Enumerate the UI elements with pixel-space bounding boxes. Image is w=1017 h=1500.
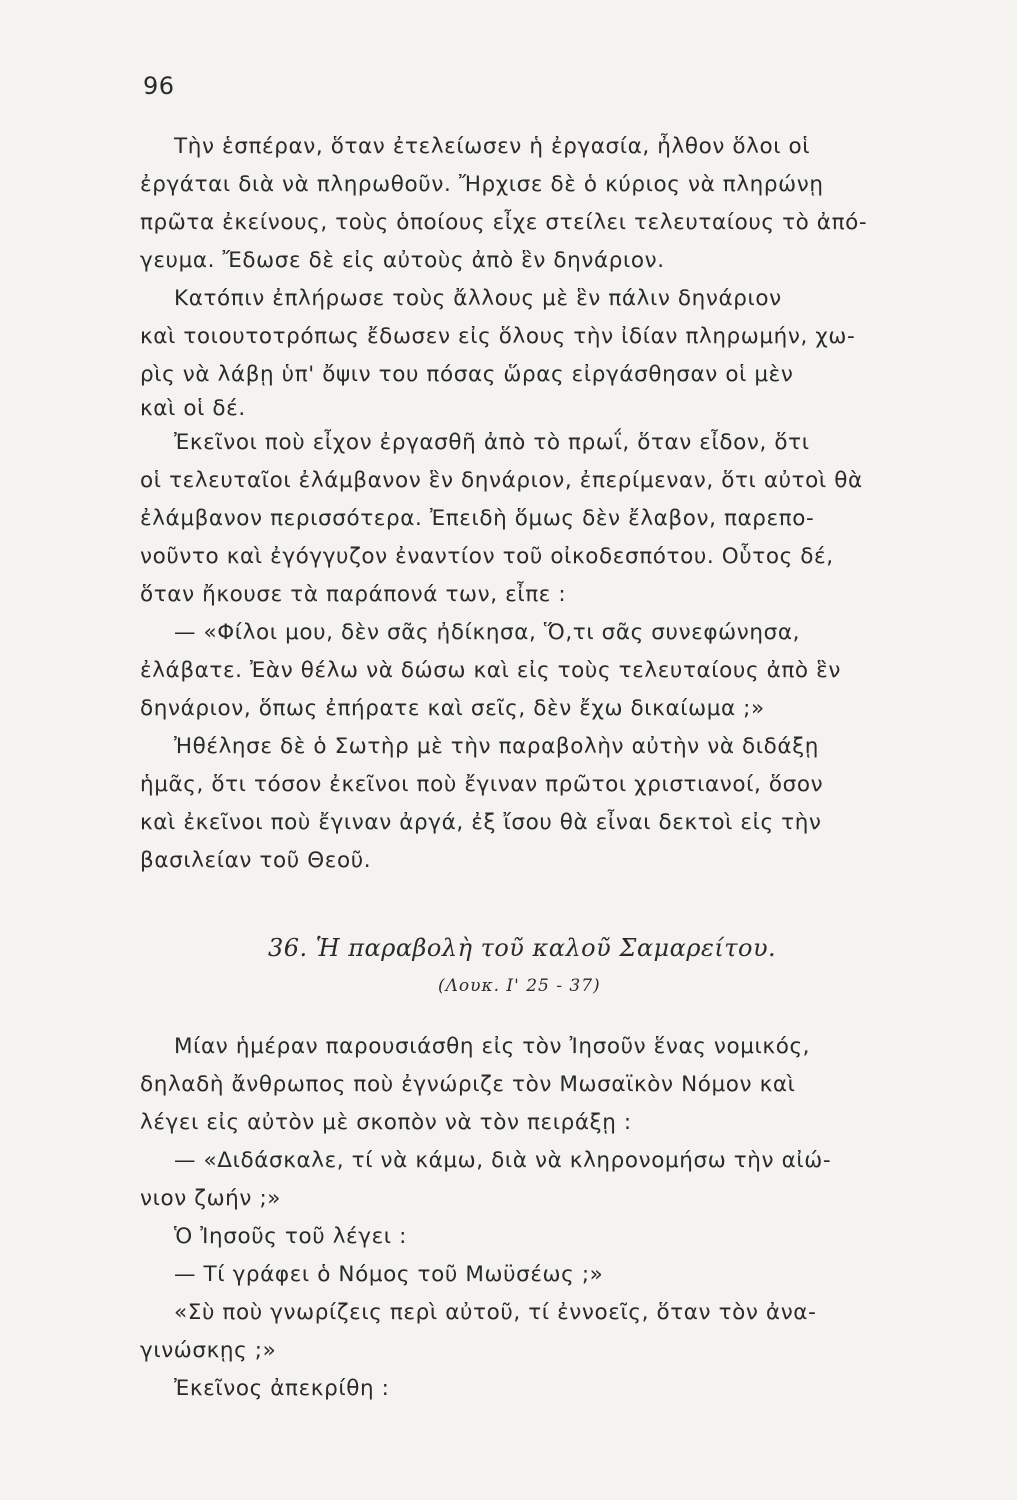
text-line: Ὁ Ἰησοῦς τοῦ λέγει :: [174, 1224, 407, 1249]
text-line: ἡμᾶς, ὅτι τόσον ἐκεῖνοι ποὺ ἔγιναν πρῶτοι χριστιανοί, ὅσον: [140, 772, 824, 797]
section-reference: (Λουκ. Ι' 25 - 37): [438, 976, 601, 996]
text-line: — «Διδάσκαλε, τί νὰ κάμω, διὰ νὰ κληρονομήσω τὴν αἰώ-: [174, 1148, 832, 1173]
text-line: γευμα. Ἔδωσε δὲ εἰς αὐτοὺς ἀπὸ ἓν δηνάριον.: [140, 248, 665, 273]
text-line: δηλαδὴ ἄνθρωπος ποὺ ἐγνώριζε τὸν Μωσαϊκὸν Νόμον καὶ: [140, 1072, 796, 1097]
text-line: Κατόπιν ἐπλήρωσε τοὺς ἄλλους μὲ ἓν πάλιν δηνάριον: [174, 286, 782, 311]
text-line: καὶ τοιουτοτρόπως ἔδωσεν εἰς ὅλους τὴν ἰδίαν πληρωμήν, χω-: [140, 324, 856, 349]
text-line: καὶ ἐκεῖνοι ποὺ ἔγιναν ἀργά, ἐξ ἴσου θὰ εἶναι δεκτοὶ εἰς τὴν: [140, 810, 822, 835]
text-line: λέγει εἰς αὐτὸν μὲ σκοπὸν νὰ τὸν πειράξῃ :: [140, 1110, 632, 1135]
text-line: Ἠθέλησε δὲ ὁ Σωτὴρ μὲ τὴν παραβολὴν αὐτὴν νὰ διδάξῃ: [174, 734, 820, 759]
text-line: οἱ τελευταῖοι ἐλάμβανον ἓν δηνάριον, ἐπερίμεναν, ὅτι αὐτοὶ θὰ: [140, 468, 863, 493]
text-line: ὅταν ἤκουσε τὰ παράπονά των, εἶπε :: [140, 582, 567, 607]
text-line: δηνάριον, ὅπως ἐπήρατε καὶ σεῖς, δὲν ἔχω δικαίωμα ;»: [140, 696, 765, 721]
text-line: Ἐκεῖνοι ποὺ εἶχον ἐργασθῆ ἀπὸ τὸ πρωΐ, ὅταν εἶδον, ὅτι: [174, 430, 810, 455]
section-heading: 36. Ἡ παραβολὴ τοῦ καλοῦ Σαμαρείτου.: [268, 934, 777, 962]
text-line: — «Φίλοι μου, δὲν σᾶς ἠδίκησα, Ὅ,τι σᾶς συνεφώνησα,: [174, 620, 801, 645]
text-line: ἐλάβατε. Ἐὰν θέλω νὰ δώσω καὶ εἰς τοὺς τελευταίους ἀπὸ ἓν: [140, 658, 841, 683]
text-line: Τὴν ἑσπέραν, ὅταν ἐτελείωσεν ἡ ἐργασία, ἦλθον ὅλοι οἱ: [174, 134, 811, 159]
text-line: «Σὺ ποὺ γνωρίζεις περὶ αὐτοῦ, τί ἐννοεῖς, ὅταν τὸν ἀνα-: [174, 1300, 817, 1325]
text-line: Μίαν ἡμέραν παρουσιάσθη εἰς τὸν Ἰησοῦν ἕνας νομικός,: [174, 1034, 811, 1059]
text-line: πρῶτα ἐκείνους, τοὺς ὁποίους εἶχε στείλει τελευταίους τὸ ἀπό-: [140, 210, 868, 235]
text-line: νοῦντο καὶ ἐγόγγυζον ἐναντίον τοῦ οἰκοδεσπότου. Οὗτος δέ,: [140, 544, 834, 569]
text-line: ἐργάται διὰ νὰ πληρωθοῦν. Ἤρχισε δὲ ὁ κύριος νὰ πληρώνῃ: [140, 172, 824, 197]
text-line: — Τί γράφει ὁ Νόμος τοῦ Μωϋσέως ;»: [174, 1262, 604, 1287]
text-line: ρὶς νὰ λάβῃ ὑπ' ὄψιν του πόσας ὥρας εἰργάσθησαν οἱ μὲν: [140, 362, 794, 387]
page-number: 96: [143, 72, 175, 100]
text-line: νιον ζωήν ;»: [140, 1186, 282, 1211]
text-line: βασιλείαν τοῦ Θεοῦ.: [140, 848, 372, 873]
text-line: καὶ οἱ δέ.: [140, 396, 246, 421]
text-line: γινώσκῃς ;»: [140, 1338, 277, 1363]
text-line: ἐλάμβανον περισσότερα. Ἐπειδὴ ὅμως δὲν ἔλαβον, παρεπο-: [140, 506, 815, 531]
text-line: Ἐκεῖνος ἀπεκρίθη :: [174, 1376, 390, 1401]
